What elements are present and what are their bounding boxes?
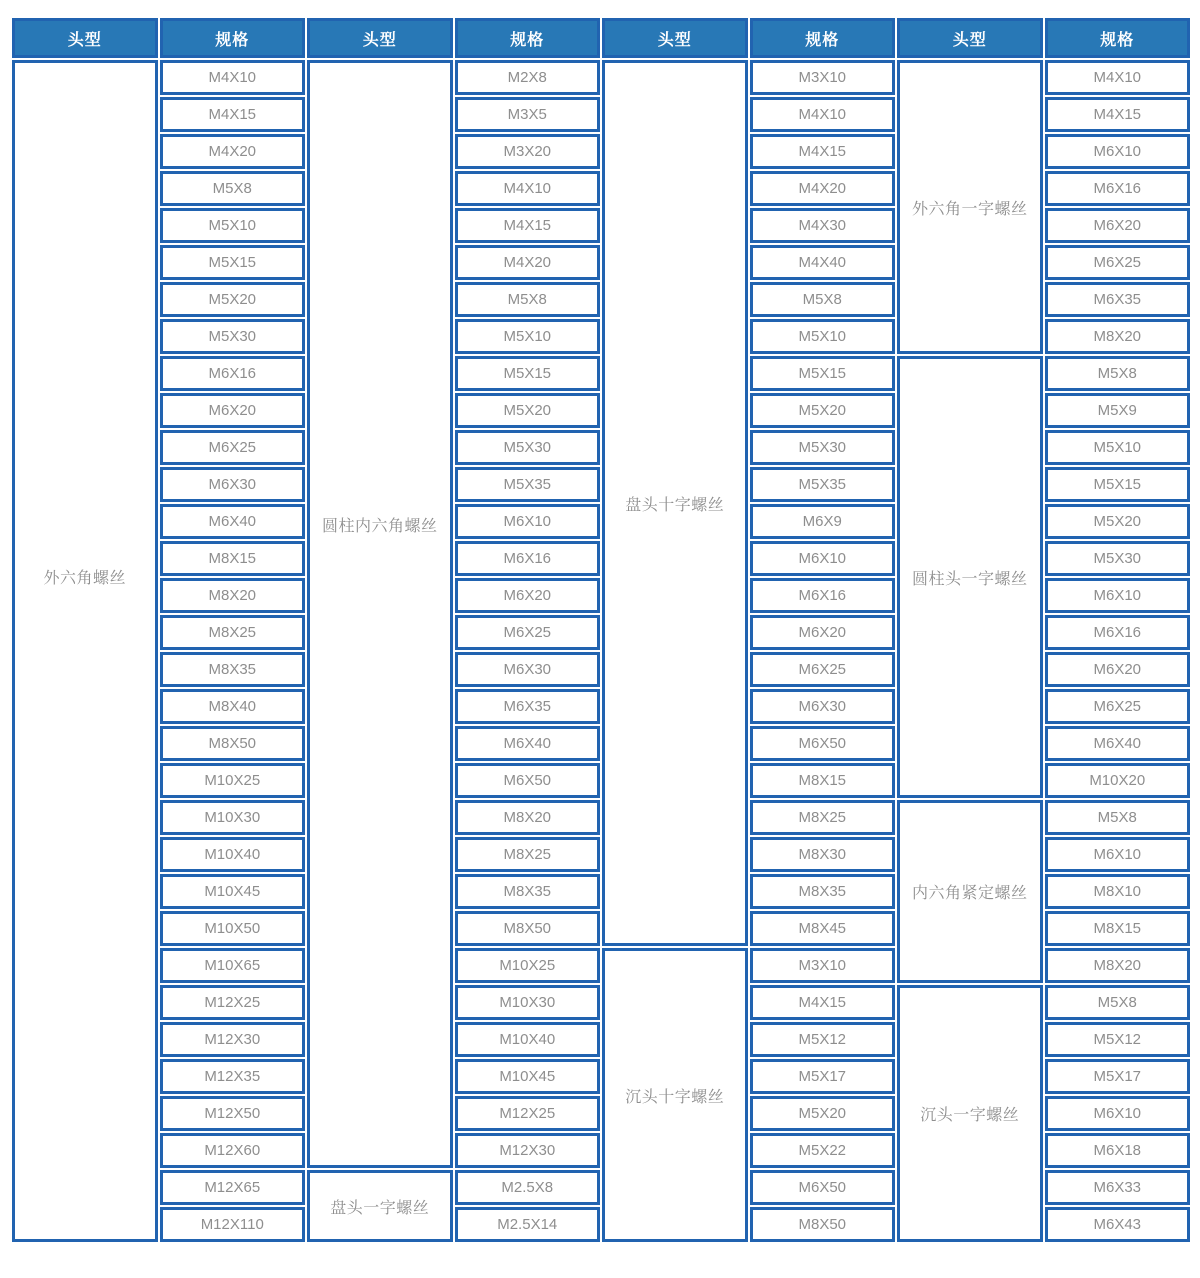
spec-cell: M12X110	[160, 1207, 306, 1242]
spec-cell: M3X10	[750, 60, 896, 95]
table-row	[12, 800, 1190, 835]
spec-cell: M6X33	[1045, 1170, 1191, 1205]
spec-cell: M6X16	[1045, 171, 1191, 206]
spec-cell: M10X45	[160, 874, 306, 909]
spec-cell: M5X10	[1045, 430, 1191, 465]
spec-cell: M5X22	[750, 1133, 896, 1168]
spec-cell: M5X15	[750, 356, 896, 391]
spec-cell: M12X50	[160, 1096, 306, 1131]
head-type-cell: 圆柱头一字螺丝	[897, 356, 1043, 798]
table-header	[12, 18, 1190, 58]
spec-cell: M2X8	[455, 60, 601, 95]
head-type-cell: 盘头一字螺丝	[307, 1170, 453, 1242]
spec-cell: M5X10	[750, 319, 896, 354]
spec-cell: M5X8	[455, 282, 601, 317]
spec-cell: M4X10	[455, 171, 601, 206]
spec-cell: M6X10	[455, 504, 601, 539]
spec-cell: M6X10	[1045, 134, 1191, 169]
spec-cell: M12X30	[455, 1133, 601, 1168]
spec-cell: M5X15	[1045, 467, 1191, 502]
spec-cell: M8X15	[750, 763, 896, 798]
column-header-head-type: 头型	[602, 18, 748, 58]
table-row	[12, 356, 1190, 391]
spec-cell: M8X20	[455, 800, 601, 835]
spec-cell: M8X35	[750, 874, 896, 909]
spec-cell: M6X20	[750, 615, 896, 650]
column-header-head-type: 头型	[897, 18, 1043, 58]
spec-cell: M5X30	[455, 430, 601, 465]
spec-cell: M4X40	[750, 245, 896, 280]
column-header-head-type: 头型	[307, 18, 453, 58]
spec-cell: M5X15	[160, 245, 306, 280]
spec-cell: M6X20	[1045, 652, 1191, 687]
spec-cell: M6X16	[750, 578, 896, 613]
spec-cell: M5X8	[1045, 356, 1191, 391]
spec-cell: M5X35	[750, 467, 896, 502]
header-row	[12, 18, 1190, 58]
spec-cell: M5X15	[455, 356, 601, 391]
spec-cell: M10X25	[455, 948, 601, 983]
spec-cell: M6X40	[1045, 726, 1191, 761]
column-header-spec: 规格	[1045, 18, 1191, 58]
spec-cell: M5X20	[1045, 504, 1191, 539]
spec-cell: M8X35	[455, 874, 601, 909]
spec-cell: M6X16	[455, 541, 601, 576]
spec-cell: M4X20	[455, 245, 601, 280]
spec-cell: M8X25	[455, 837, 601, 872]
spec-cell: M6X50	[750, 726, 896, 761]
spec-cell: M5X20	[455, 393, 601, 428]
spec-cell: M4X15	[750, 134, 896, 169]
spec-cell: M5X30	[750, 430, 896, 465]
spec-cell: M8X50	[750, 1207, 896, 1242]
spec-cell: M6X35	[455, 689, 601, 724]
spec-cell: M8X15	[1045, 911, 1191, 946]
spec-cell: M4X10	[750, 97, 896, 132]
spec-cell: M3X20	[455, 134, 601, 169]
spec-cell: M4X15	[455, 208, 601, 243]
spec-cell: M5X9	[1045, 393, 1191, 428]
spec-cell: M4X15	[1045, 97, 1191, 132]
spec-cell: M6X40	[455, 726, 601, 761]
table-row	[12, 985, 1190, 1020]
spec-cell: M6X40	[160, 504, 306, 539]
spec-cell: M5X8	[160, 171, 306, 206]
spec-cell: M6X16	[160, 356, 306, 391]
spec-cell: M8X25	[750, 800, 896, 835]
spec-cell: M6X30	[160, 467, 306, 502]
spec-cell: M3X10	[750, 948, 896, 983]
spec-cell: M6X10	[1045, 1096, 1191, 1131]
spec-cell: M5X8	[1045, 985, 1191, 1020]
head-type-cell: 外六角一字螺丝	[897, 60, 1043, 354]
spec-cell: M6X25	[1045, 245, 1191, 280]
head-type-cell: 沉头一字螺丝	[897, 985, 1043, 1242]
spec-cell: M8X50	[160, 726, 306, 761]
head-type-cell: 圆柱内六角螺丝	[307, 60, 453, 1168]
spec-cell: M6X9	[750, 504, 896, 539]
spec-cell: M8X25	[160, 615, 306, 650]
spec-cell: M6X25	[160, 430, 306, 465]
spec-cell: M6X10	[750, 541, 896, 576]
spec-cell: M8X15	[160, 541, 306, 576]
spec-cell: M10X45	[455, 1059, 601, 1094]
spec-cell: M4X20	[750, 171, 896, 206]
screw-spec-table	[10, 16, 1192, 1244]
column-header-spec: 规格	[455, 18, 601, 58]
spec-cell: M6X20	[160, 393, 306, 428]
spec-cell: M6X30	[750, 689, 896, 724]
spec-cell: M4X15	[160, 97, 306, 132]
spec-cell: M2.5X8	[455, 1170, 601, 1205]
spec-cell: M4X30	[750, 208, 896, 243]
head-type-cell: 内六角紧定螺丝	[897, 800, 1043, 983]
spec-cell: M12X25	[160, 985, 306, 1020]
table-body	[12, 60, 1190, 1242]
spec-cell: M8X10	[1045, 874, 1191, 909]
spec-cell: M5X20	[160, 282, 306, 317]
spec-cell: M3X5	[455, 97, 601, 132]
spec-cell: M12X25	[455, 1096, 601, 1131]
spec-cell: M6X20	[1045, 208, 1191, 243]
head-type-cell: 沉头十字螺丝	[602, 948, 748, 1242]
spec-cell: M12X30	[160, 1022, 306, 1057]
spec-cell: M5X30	[160, 319, 306, 354]
spec-cell: M5X30	[1045, 541, 1191, 576]
table-row	[12, 60, 1190, 95]
column-header-head-type: 头型	[12, 18, 158, 58]
spec-cell: M8X40	[160, 689, 306, 724]
spec-cell: M6X10	[1045, 578, 1191, 613]
spec-cell: M8X20	[160, 578, 306, 613]
spec-cell: M10X50	[160, 911, 306, 946]
spec-cell: M10X30	[160, 800, 306, 835]
spec-cell: M5X8	[750, 282, 896, 317]
head-type-cell: 盘头十字螺丝	[602, 60, 748, 946]
spec-cell: M12X65	[160, 1170, 306, 1205]
spec-cell: M6X18	[1045, 1133, 1191, 1168]
spec-cell: M12X60	[160, 1133, 306, 1168]
spec-cell: M6X50	[750, 1170, 896, 1205]
spec-cell: M5X20	[750, 393, 896, 428]
spec-cell: M5X17	[750, 1059, 896, 1094]
spec-cell: M8X35	[160, 652, 306, 687]
spec-cell: M8X20	[1045, 319, 1191, 354]
spec-cell: M4X15	[750, 985, 896, 1020]
spec-cell: M2.5X14	[455, 1207, 601, 1242]
spec-cell: M4X20	[160, 134, 306, 169]
spec-cell: M5X35	[455, 467, 601, 502]
spec-cell: M6X25	[455, 615, 601, 650]
spec-cell: M5X8	[1045, 800, 1191, 835]
spec-cell: M6X43	[1045, 1207, 1191, 1242]
spec-cell: M5X10	[455, 319, 601, 354]
spec-cell: M6X35	[1045, 282, 1191, 317]
spec-cell: M6X20	[455, 578, 601, 613]
spec-cell: M6X10	[1045, 837, 1191, 872]
column-header-spec: 规格	[160, 18, 306, 58]
spec-cell: M8X45	[750, 911, 896, 946]
spec-cell: M4X10	[160, 60, 306, 95]
spec-cell: M10X40	[455, 1022, 601, 1057]
spec-cell: M10X20	[1045, 763, 1191, 798]
spec-cell: M5X17	[1045, 1059, 1191, 1094]
spec-cell: M6X25	[750, 652, 896, 687]
spec-cell: M5X12	[750, 1022, 896, 1057]
spec-cell: M6X50	[455, 763, 601, 798]
spec-cell: M5X12	[1045, 1022, 1191, 1057]
spec-cell: M5X20	[750, 1096, 896, 1131]
head-type-cell: 外六角螺丝	[12, 60, 158, 1242]
spec-cell: M8X20	[1045, 948, 1191, 983]
spec-cell: M4X10	[1045, 60, 1191, 95]
spec-cell: M10X65	[160, 948, 306, 983]
spec-cell: M5X10	[160, 208, 306, 243]
column-header-spec: 规格	[750, 18, 896, 58]
spec-cell: M10X25	[160, 763, 306, 798]
spec-cell: M6X16	[1045, 615, 1191, 650]
spec-cell: M8X50	[455, 911, 601, 946]
spec-cell: M10X30	[455, 985, 601, 1020]
spec-cell: M8X30	[750, 837, 896, 872]
spec-cell: M10X40	[160, 837, 306, 872]
spec-cell: M12X35	[160, 1059, 306, 1094]
spec-cell: M6X25	[1045, 689, 1191, 724]
spec-cell: M6X30	[455, 652, 601, 687]
